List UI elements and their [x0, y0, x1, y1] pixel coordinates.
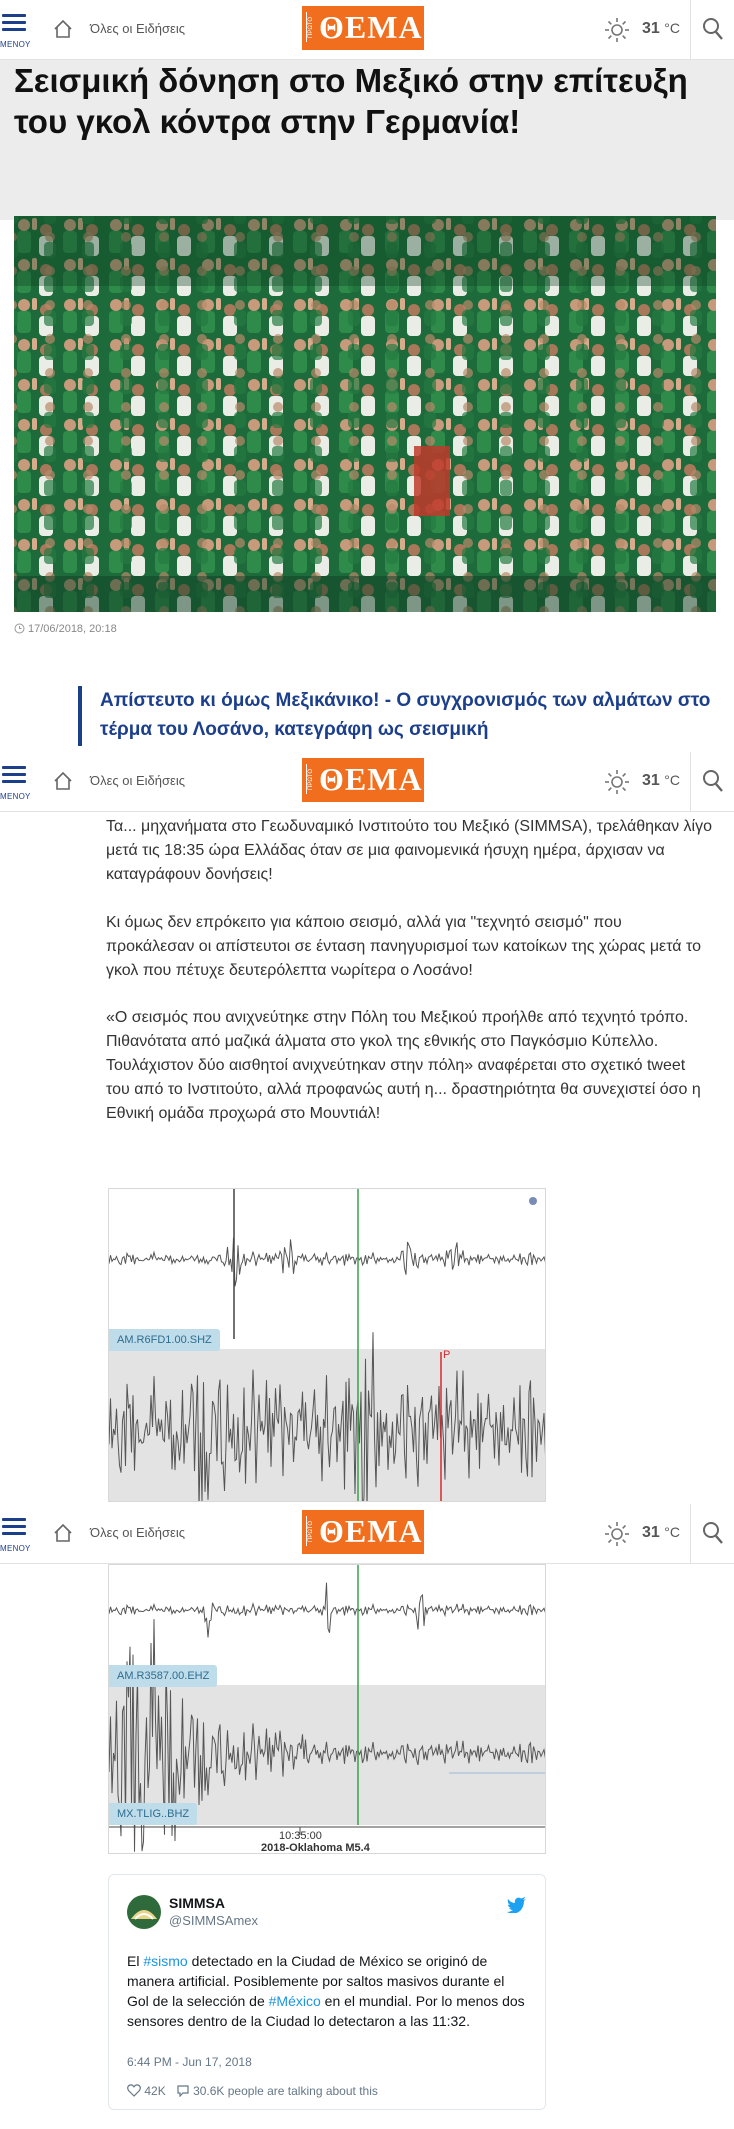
sun-icon	[604, 769, 630, 795]
site-logo[interactable]: ΠΡΩΤΟ ΘΕΜΑ	[302, 6, 424, 50]
tweet-author-name[interactable]: SIMMSA	[169, 1895, 225, 1911]
p-wave-marker: P	[443, 1349, 451, 1361]
heart-icon[interactable]	[127, 2084, 141, 2097]
article-title: Σεισμική δόνηση στο Μεξικό στην επίτευξη του γκολ κόντρα στην Γερμανία!	[14, 62, 688, 140]
temperature: 31 °C	[642, 1524, 680, 1541]
hamburger-icon	[2, 1518, 26, 1539]
time-axis-label: 10:35:00	[279, 1830, 322, 1842]
station-label: AM.R6FD1.00.SHZ	[109, 1329, 220, 1351]
seismogram-caption: 2018-Oklahoma M5.4	[261, 1842, 370, 1854]
seismogram-image	[108, 1188, 546, 1502]
menu-button[interactable]	[0, 0, 32, 60]
article-paragraph: Κι όμως δεν επρόκειτο για κάποιο σεισμό, αλλά για "τεχνητό σεισμό" που προκάλεσαν οι απίστευτοι σε ένταση πανηγυρισμοί των κατοίκων της χώρας μετά το γκολ που πέτυχε δευτερόλεπτα νωρίτερα ο Λοσάνο!	[106, 914, 701, 979]
hashtag-link[interactable]: #sismo	[143, 1953, 188, 1969]
search-icon	[702, 769, 724, 793]
site-logo[interactable]: ΠΡΩΤΟ ΘΕΜΑ	[302, 758, 424, 802]
talking-count[interactable]: 30.6K people are talking about this	[193, 2083, 378, 2098]
crowd-photo	[14, 216, 716, 612]
home-icon[interactable]	[52, 1522, 74, 1544]
search-button[interactable]	[690, 0, 734, 60]
site-header-sticky	[0, 1504, 734, 1564]
tweet-author-handle[interactable]: @SIMMSAmex	[169, 1913, 259, 1928]
twitter-bird-icon[interactable]	[507, 1897, 527, 1913]
menu-button[interactable]	[0, 752, 32, 812]
search-icon	[702, 17, 724, 41]
seismogram-image	[108, 1564, 546, 1854]
search-icon	[702, 1521, 724, 1545]
menu-label: ΜΕΝΟΥ	[0, 792, 31, 801]
hashtag-link[interactable]: #México	[268, 1993, 321, 2009]
menu-button[interactable]	[0, 1504, 32, 1564]
hamburger-icon	[2, 766, 26, 787]
home-icon[interactable]	[52, 18, 74, 40]
home-icon[interactable]	[52, 770, 74, 792]
article-paragraph: Τα... μηχανήματα στο Γεωδυναμικό Ινστιτούτο του Μεξικό (SIMMSA), τρελάθηκαν λίγο μετά τις 18:35 ώρα Ελλάδας όταν σε μια φαινομενικά ήσυχη ημέρα, άρχισαν να καταγράφουν δονήσεις!	[106, 818, 712, 883]
hamburger-icon	[2, 14, 26, 35]
avatar[interactable]	[127, 1895, 161, 1929]
clock-icon	[14, 623, 25, 634]
menu-label: ΜΕΝΟΥ	[0, 40, 31, 49]
embedded-tweet[interactable]	[108, 1874, 546, 2110]
hero-image	[14, 216, 716, 612]
article-date: 17/06/2018, 20:18	[14, 623, 117, 635]
all-news-link[interactable]: Όλες οι Ειδήσεις	[90, 773, 185, 788]
all-news-link[interactable]: Όλες οι Ειδήσεις	[90, 21, 185, 36]
tweet-text: El #sismo detectado en la Ciudad de México se originó de manera artificial. Posiblemente por saltos masivos durante el Gol de la selección de #México en el mundial. Por lo menos dos sensores dentro de la Ciudad lo detectaron a las 11:32.	[127, 1953, 525, 2029]
like-count: 42K	[144, 2083, 166, 2098]
sun-icon	[604, 1521, 630, 1547]
search-button[interactable]	[690, 752, 734, 812]
all-news-link[interactable]: Όλες οι Ειδήσεις	[90, 1525, 185, 1540]
site-header-sticky	[0, 752, 734, 812]
search-button[interactable]	[690, 1504, 734, 1564]
site-logo[interactable]: ΠΡΩΤΟ ΘΕΜΑ	[302, 1510, 424, 1554]
tweet-engagement	[127, 2083, 378, 2098]
info-icon	[529, 1197, 537, 1205]
reply-bubble-icon[interactable]	[176, 2084, 190, 2097]
temperature: 31 °C	[642, 772, 680, 789]
station-label: MX.TLIG..BHZ	[109, 1803, 197, 1825]
tweet-timestamp[interactable]: 6:44 PM - Jun 17, 2018	[127, 2055, 252, 2069]
temperature: 31 °C	[642, 20, 680, 37]
site-header	[0, 0, 734, 60]
article-paragraph: «Ο σεισμός που ανιχνεύτηκε στην Πόλη του Μεξικού προήλθε από τεχνητό τρόπο. Πιθανότατα από μαζικά άλματα στο γκολ της εθνικής στο Παγκόσμιο Κύπελλο. Τουλάχιστον δύο αισθητοί ανιχνεύτηκαν στην πόλη» αναφέρεται στο σχετικό tweet του από το Ινστιτούτο, αλλά προφανώς αυτή η... δραστηριότητα θα συνεχιστεί όσο η Εθνική ομάδα προχωρά στο Μουντιάλ!	[106, 1009, 701, 1122]
sun-icon	[604, 17, 630, 43]
station-label: AM.R3587.00.EHZ	[109, 1665, 217, 1687]
article-lead: Απίστευτο κι όμως Μεξικάνικο! - Ο συγχρονισμός των αλμάτων στο τέρμα του Λοσάνο, κατεγράφη ως σεισμική	[78, 686, 718, 746]
menu-label: ΜΕΝΟΥ	[0, 1544, 31, 1553]
